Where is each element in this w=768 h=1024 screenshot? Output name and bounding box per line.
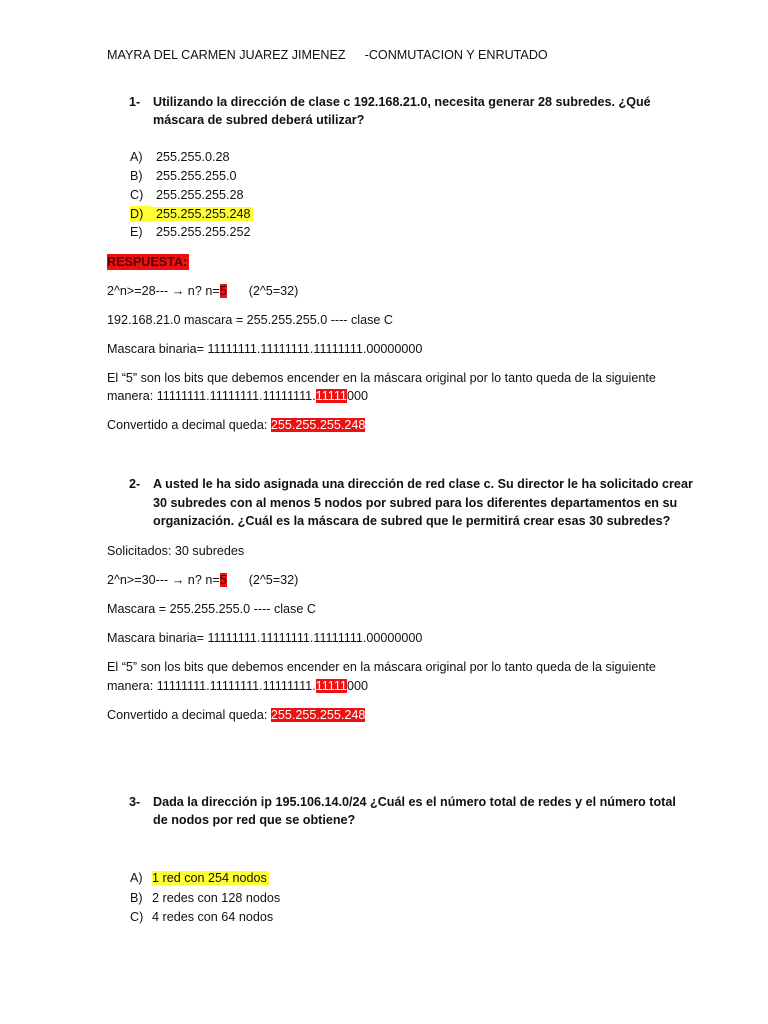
q2-bits-highlight: 11111: [315, 679, 347, 693]
q2-mask-line: Mascara = 255.255.255.0 ---- clase C: [107, 602, 316, 616]
q2-text-line1: A usted le ha sido asignada una dirección de red clase c. Su director le ha solicitado crear: [153, 477, 693, 491]
right-arrow-icon: →: [171, 284, 185, 298]
q2-number: 2-: [129, 477, 141, 491]
document-header: [107, 47, 548, 63]
q1-binary-line: Mascara binaria= 11111111.11111111.11111111.00000000: [107, 342, 423, 356]
q1-option-a: A) 255.255.0.28: [130, 150, 230, 164]
answer-label: RESPUESTA:: [107, 255, 188, 269]
q3-text-line1: Dada la dirección ip 195.106.14.0/24 ¿Cuál es el número total de redes y el número total: [153, 795, 676, 809]
q1-formula: 2^n>=28--- → n? n=5 (2^5=32): [107, 284, 299, 298]
q1-number: 1-: [129, 95, 141, 109]
q1-explanation-line2: manera: 11111111.11111111.11111111.11111000: [107, 389, 368, 403]
q2-formula: 2^n>=30--- → n? n=5 (2^5=32): [107, 573, 299, 587]
q1-conversion: Convertido a decimal queda: 255.255.255.248: [107, 418, 366, 432]
q2-conversion: Convertido a decimal queda: 255.255.255.248: [107, 708, 366, 722]
q1-n-value: 5: [219, 284, 227, 298]
q2-explanation-line1: El “5” son los bits que debemos encender en la máscara original por lo tanto queda de la siguiente: [107, 660, 656, 674]
right-arrow-icon: →: [171, 573, 185, 587]
q2-text-line2: 30 subredes con al menos 5 nodos por subred para los diferentes departamentos en su: [153, 496, 678, 510]
q1-explanation-line1: El “5” son los bits que debemos encender en la máscara original por lo tanto queda de la siguiente: [107, 371, 656, 385]
q1-option-c: C) 255.255.255.28: [130, 188, 244, 202]
q2-explanation-line2: manera: 11111111.11111111.11111111.11111000: [107, 679, 368, 693]
q1-option-b: B) 255.255.255.0: [130, 169, 237, 183]
q3-option-a: A) 1 red con 254 nodos: [130, 871, 267, 885]
author-name: MAYRA DEL CARMEN JUAREZ JIMENEZ: [107, 48, 346, 62]
q3-option-c: C) 4 redes con 64 nodos: [130, 910, 274, 924]
q1-text-line1: Utilizando la dirección de clase c 192.168.21.0, necesita generar 28 subredes. ¿Qué: [153, 95, 651, 109]
q1-option-e: E) 255.255.255.252: [130, 225, 251, 239]
q3-number: 3-: [129, 795, 141, 809]
q3-text-line2: de nodos por red que se obtiene?: [153, 813, 356, 827]
q1-option-d: D) 255.255.255.248: [130, 207, 251, 221]
q1-correct-answer-highlight: 255.255.255.248: [152, 207, 253, 221]
q2-binary-line: Mascara binaria= 11111111.11111111.11111111.00000000: [107, 631, 423, 645]
q1-result-highlight: 255.255.255.248: [270, 418, 366, 432]
q2-text-line3: organización. ¿Cuál es la máscara de subred que le permitirá crear esas 30 subredes?: [153, 514, 671, 528]
q1-text-line2: máscara de subred deberá utilizar?: [153, 113, 365, 127]
q1-mask-line: 192.168.21.0 mascara = 255.255.255.0 ---- clase C: [107, 313, 393, 327]
q3-option-b: B) 2 redes con 128 nodos: [130, 891, 281, 905]
q2-result-highlight: 255.255.255.248: [270, 708, 366, 722]
q2-n-value: 5: [219, 573, 227, 587]
q2-requested: Solicitados: 30 subredes: [107, 544, 245, 558]
q1-bits-highlight: 11111: [315, 389, 347, 403]
subject-title: -CONMUTACION Y ENRUTADO: [364, 48, 548, 62]
q3-correct-answer-highlight: 1 red con 254 nodos: [152, 871, 267, 885]
